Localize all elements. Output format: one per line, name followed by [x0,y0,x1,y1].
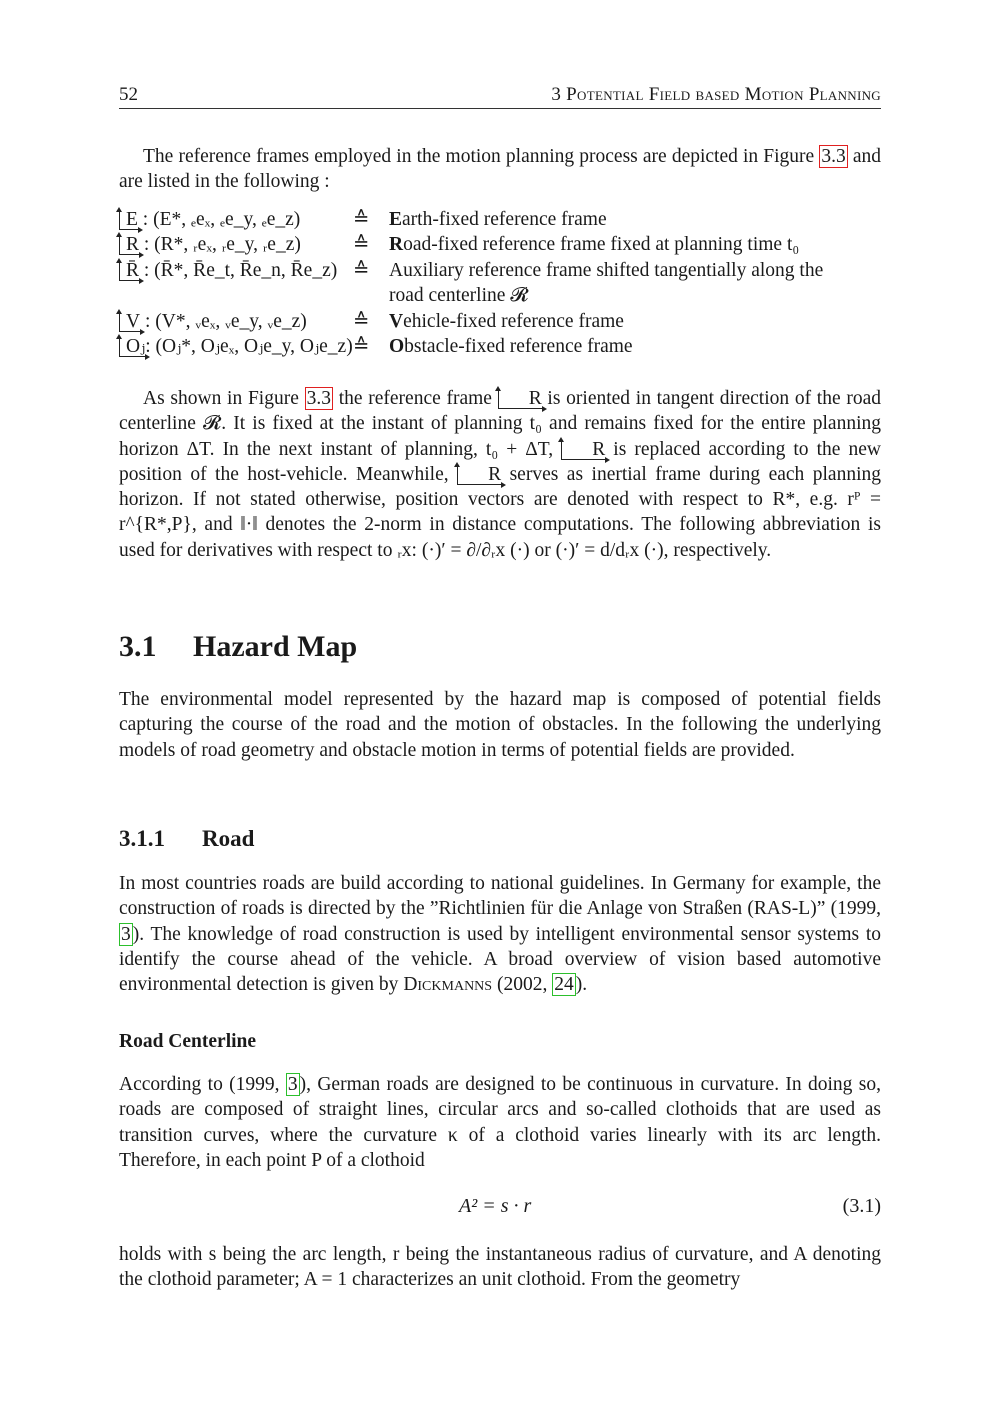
citation-link[interactable]: 3 [287,1074,298,1095]
intro-paragraph: The reference frames employed in the motion planning process are depicted in Figure 3.3 and are listed in the following : [119,146,882,193]
paragraph-heading: Road Centerline [119,1031,257,1052]
frame-symbol-icon: Oⱼ [119,338,145,357]
frame-row-obstacle: Oⱼ: (Oⱼ*, Oⱼeₓ, Oⱼe_y, Oⱼe_z) ≙ Obstacle-fixed reference frame [119,334,881,359]
section-heading: 3.1 Hazard Map [119,630,358,663]
frames-explanation-paragraph: As shown in Figure 3.3 the reference frame R is oriented in tangent direction of the road centerline 𝓡. It is fixed at the instant of planning t₀ and remains fixed for the entire planning horizon ΔT. In the next instant of planning, t₀ + ΔT, R is replaced according to the new position of the host-vehicle. Meanwhile, R serves as inertial frame during each planning horizon. If not stated otherwise, position vectors are denoted with respect to R*, e.g. rᴾ = r^{R*,P}, and ‖·‖ denotes the 2-norm in distance computations. The following abbreviation is used for derivatives with respect to ᵣx: (·)′ = ∂/∂ᵣx (·) or (·)′ = d/dᵣx (·), respectively. [119,388,882,561]
frame-row-road: R : (R*, ᵣeₓ, ᵣe_y, ᵣe_z) ≙ Road-fixed reference frame fixed at planning time t₀ [119,232,881,257]
figure-link[interactable]: 3.3 [306,388,331,409]
page-number: 52 [119,84,138,105]
reference-frame-list [119,207,881,359]
road-centerline-paragraph: According to (1999, 3 ), German roads are designed to be continuous in curvature. In doing so, roads are composed of straight lines, circular arcs and so-called clothoids that are used as transition curves, where the curvature κ of a clothoid varies linearly with its arc length. Therefore, in each point P of a clothoid [119,1074,881,1171]
subsection-heading: 3.1.1 Road [119,826,255,851]
frame-symbol-icon: E [119,211,138,230]
clothoid-paragraph: holds with s being the arc length, r being the instantaneous radius of curvature, and A denoting the clothoid parameter; A = 1 characterizes an unit clothoid. From the geometry [119,1244,881,1291]
hazard-map-paragraph: The environmental model represented by the hazard map is composed of potential fields capturing the course of the road and the motion of obstacles. In the following the underlying models of road geometry and obstacle motion in terms of potential fields are provided. [119,689,881,761]
frame-symbol-icon: R [119,236,139,255]
frame-symbol-icon: V [119,313,140,332]
chapter-title: 3 Potential Field based Motion Planning [551,84,881,105]
equation-body: A² = s · r [459,1195,532,1217]
equation-number: (3.1) [842,1195,881,1217]
citation-link[interactable]: 24 [554,974,574,996]
frame-symbol-icon: R [498,390,542,409]
figure-link[interactable]: 3.3 [821,146,846,167]
road-paragraph: In most countries roads are build according to national guidelines. In Germany for example, the construction of roads is directed by the ”Richtlinien für die Anlage von Straßen (RAS-L)” (1999, 3 ). The knowledge of road construction is used by intelligent environmental sensor systems to identify the course ahead of the vehicle. A broad overview of vision based automotive environmental detection is given by Dickmanns (2002, 24 ). [119,873,881,996]
frame-row-auxiliary: R̄ : (R̄*, R̄e_t, R̄e_n, R̄e_z) ≙ Auxiliary reference frame shifted tangentially along the road centerline 𝓡 [119,258,881,309]
frame-row-vehicle: V : (V*, ᵥeₓ, ᵥe_y, ᵥe_z) ≙ Vehicle-fixed reference frame [119,309,881,334]
frame-symbol-icon: R [561,441,605,460]
frame-symbol-icon: R [457,466,501,485]
frame-row-earth: E : (E*, ₑeₓ, ₑe_y, ₑe_z) ≙ Earth-fixed reference frame [119,207,881,232]
frame-symbol-icon: R̄ [119,262,139,281]
citation-link[interactable]: 3 [121,923,131,945]
running-header [119,84,881,109]
